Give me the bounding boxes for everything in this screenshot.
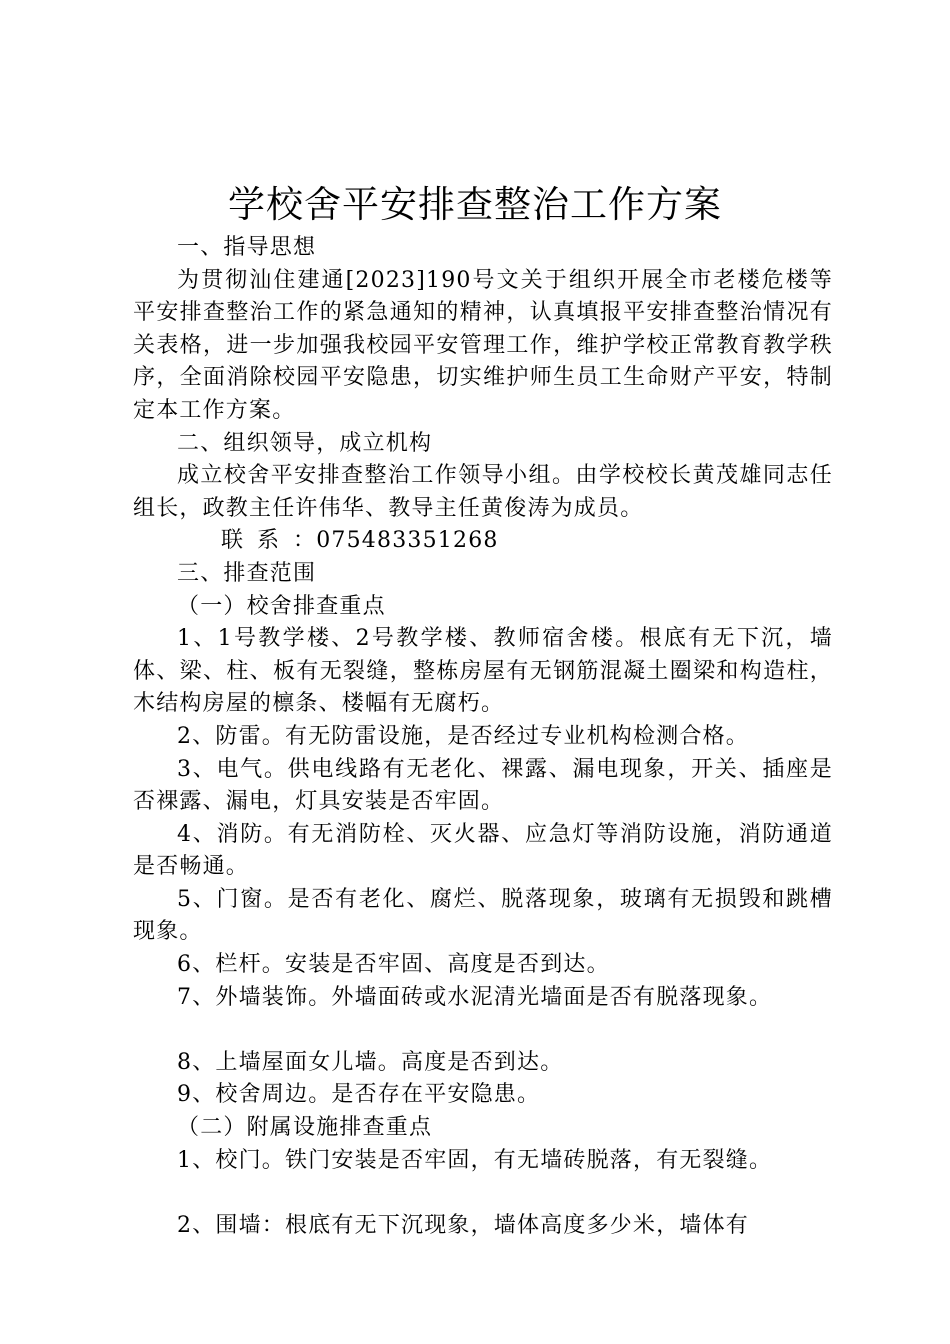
subsection-heading-auxiliary-facilities: （二）附属设施排查重点 <box>177 1115 433 1141</box>
paragraph-organization: 成立校舍平安排查整治工作领导小组。由学校校长黄茂雄同志任组长，政教主任许伟华、教导主任黄俊涛为成员。 <box>133 463 833 521</box>
list-item: 8、上墙屋面女儿墙。高度是否到达。 <box>177 1049 564 1075</box>
section-heading-inspection-scope: 三、排查范围 <box>177 560 317 586</box>
list-item: 6、栏杆。安装是否牢固、高度是否到达。 <box>177 952 610 978</box>
subsection-heading-school-buildings: （一）校舍排查重点 <box>177 593 386 619</box>
section-heading-guiding-ideology: 一、指导思想 <box>177 235 317 260</box>
list-item: 9、校舍周边。是否存在平安隐患。 <box>177 1082 541 1108</box>
section-heading-organization: 二、组织领导，成立机构 <box>177 430 433 456</box>
list-item: 4、消防。有无消防栓、灭火器、应急灯等消防设施，消防通道是否畅通。 <box>133 821 833 880</box>
list-item: 2、防雷。有无防雷设施，是否经过专业机构检测合格。 <box>177 723 749 749</box>
paragraph-guiding-ideology: 为贯彻汕住建通[2023]190号文关于组织开展全市老楼危楼等平安排查整治工作的紧急通知的精神，认真填报平安排查整治情况有关表格，进一步加强我校园平安管理工作，维护学校正常教育教学秩序，全面消除校园平安隐患，切实维护师生员工生命财产平安，特制定本工作方案。 <box>133 267 833 423</box>
document-body <box>133 232 833 1242</box>
contact-line <box>133 525 833 558</box>
list-item: 2、围墙：根底有无下沉现象，墙体高度多少米，墙体有 <box>177 1212 749 1238</box>
contact-label: 联系 <box>221 528 294 554</box>
list-item: 3、电气。供电线路有无老化、裸露、漏电现象，开关、插座是否裸露、漏电，灯具安装是否牢固。 <box>133 756 833 815</box>
contact-phone: 075483351268 <box>316 528 499 554</box>
list-item: 1、1号教学楼、2号教学楼、教师宿舍楼。根底有无下沉，墙体、梁、柱、板有无裂缝，整栋房屋有无钢筋混凝土圈梁和构造柱，木结构房屋的檩条、楼幅有无腐朽。 <box>133 626 833 717</box>
contact-separator: ： <box>293 528 317 554</box>
list-item: 5、门窗。是否有老化、腐烂、脱落现象，玻璃有无损毁和跳槽现象。 <box>133 886 833 945</box>
list-item: 1、校门。铁门安装是否牢固，有无墙砖脱落，有无裂缝。 <box>177 1147 773 1173</box>
document-title: 学校舍平安排查整治工作方案 <box>228 183 722 226</box>
list-item: 7、外墙装饰。外墙面砖或水泥清光墙面是否有脱落现象。 <box>177 984 773 1010</box>
